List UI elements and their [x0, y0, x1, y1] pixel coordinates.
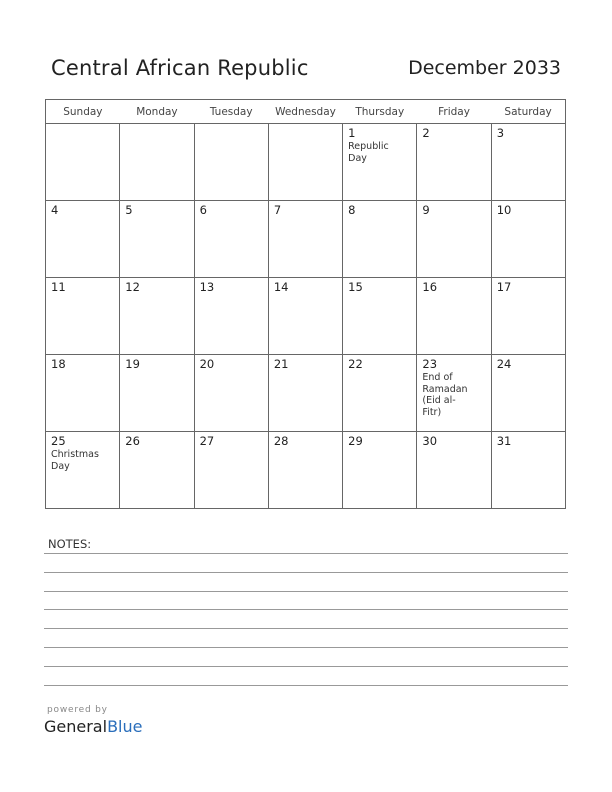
day-number: 19 [125, 357, 140, 371]
weekday-header: Friday [417, 100, 491, 124]
weekday-header-row [46, 100, 566, 124]
day-cell [120, 201, 194, 278]
day-cell [120, 355, 194, 432]
day-cell [417, 278, 491, 355]
weekday-header: Monday [120, 100, 194, 124]
day-cell [268, 355, 342, 432]
day-cell [491, 278, 565, 355]
holiday-label: End of Ramadan (Eid al-Fitr) [422, 372, 468, 418]
day-number: 20 [199, 357, 215, 371]
day-number: 25 [51, 434, 66, 448]
day-number: 2 [422, 126, 430, 140]
day-cell [268, 432, 342, 509]
brand-general: General [44, 717, 108, 736]
day-cell [491, 124, 565, 201]
notes-line [44, 647, 568, 648]
week-row [46, 201, 566, 278]
day-number: 10 [496, 203, 512, 217]
powered-by-text: powered by [47, 705, 108, 715]
day-cell [46, 432, 120, 509]
week-row [46, 432, 566, 509]
day-number: 14 [273, 280, 289, 294]
weekday-header: Sunday [46, 100, 120, 124]
week-row [46, 124, 566, 201]
day-number: 13 [199, 280, 215, 294]
day-number: 9 [422, 203, 430, 217]
notes-line [44, 591, 568, 592]
day-number: 30 [422, 434, 438, 448]
day-cell [491, 201, 565, 278]
day-number: 23 [422, 357, 438, 371]
notes-line [44, 553, 568, 554]
day-number: 7 [273, 203, 282, 217]
notes-line [44, 609, 568, 610]
day-cell [194, 355, 268, 432]
day-number: 11 [51, 280, 66, 294]
country-title: Central African Republic [51, 56, 309, 80]
day-cell [417, 355, 491, 432]
day-cell [46, 201, 120, 278]
week-row [46, 355, 566, 432]
month-year-title: December 2033 [408, 57, 561, 79]
week-row [46, 278, 566, 355]
weekday-header: Wednesday [268, 100, 342, 124]
day-cell [194, 432, 268, 509]
day-cell [343, 278, 417, 355]
brand-blue: Blue [107, 717, 143, 736]
day-cell [46, 278, 120, 355]
day-cell [268, 201, 342, 278]
day-number: 8 [348, 203, 356, 217]
weekday-header: Saturday [491, 100, 565, 124]
day-cell [120, 124, 194, 201]
weekday-header: Thursday [343, 100, 417, 124]
day-number: 29 [348, 434, 363, 448]
day-cell [491, 432, 565, 509]
day-number: 6 [199, 203, 207, 217]
day-cell [417, 201, 491, 278]
day-cell [46, 355, 120, 432]
notes-line [44, 628, 568, 629]
notes-line [44, 666, 568, 667]
day-number: 12 [125, 280, 140, 294]
day-cell [194, 278, 268, 355]
day-cell [194, 124, 268, 201]
day-number: 21 [273, 357, 289, 371]
notes-line [44, 572, 568, 573]
day-number: 15 [348, 280, 363, 294]
day-cell [343, 432, 417, 509]
day-number: 31 [496, 434, 512, 448]
calendar-grid [45, 99, 566, 509]
day-number: 17 [496, 280, 512, 294]
day-cell [194, 201, 268, 278]
day-number: 5 [125, 203, 133, 217]
day-number: 3 [496, 126, 505, 140]
day-cell [120, 278, 194, 355]
day-number: 27 [199, 434, 215, 448]
calendar-body [46, 124, 566, 509]
day-number: 26 [125, 434, 140, 448]
day-number: 24 [496, 357, 512, 371]
day-number: 1 [348, 126, 356, 140]
day-cell [343, 355, 417, 432]
day-cell [343, 201, 417, 278]
day-cell [268, 278, 342, 355]
day-number: 22 [348, 357, 363, 371]
holiday-label: Republic Day [348, 141, 389, 164]
day-cell [46, 124, 120, 201]
day-cell [120, 432, 194, 509]
notes-label: NOTES: [48, 537, 92, 551]
day-number: 16 [422, 280, 438, 294]
day-number: 28 [273, 434, 289, 448]
notes-line [44, 685, 568, 686]
day-cell [268, 124, 342, 201]
brand-logo [44, 717, 142, 736]
weekday-header: Tuesday [194, 100, 268, 124]
day-number: 18 [51, 357, 66, 371]
day-cell [417, 124, 491, 201]
day-cell [343, 124, 417, 201]
day-number: 4 [51, 203, 59, 217]
day-cell [491, 355, 565, 432]
holiday-label: Christmas Day [51, 449, 99, 472]
day-cell [417, 432, 491, 509]
